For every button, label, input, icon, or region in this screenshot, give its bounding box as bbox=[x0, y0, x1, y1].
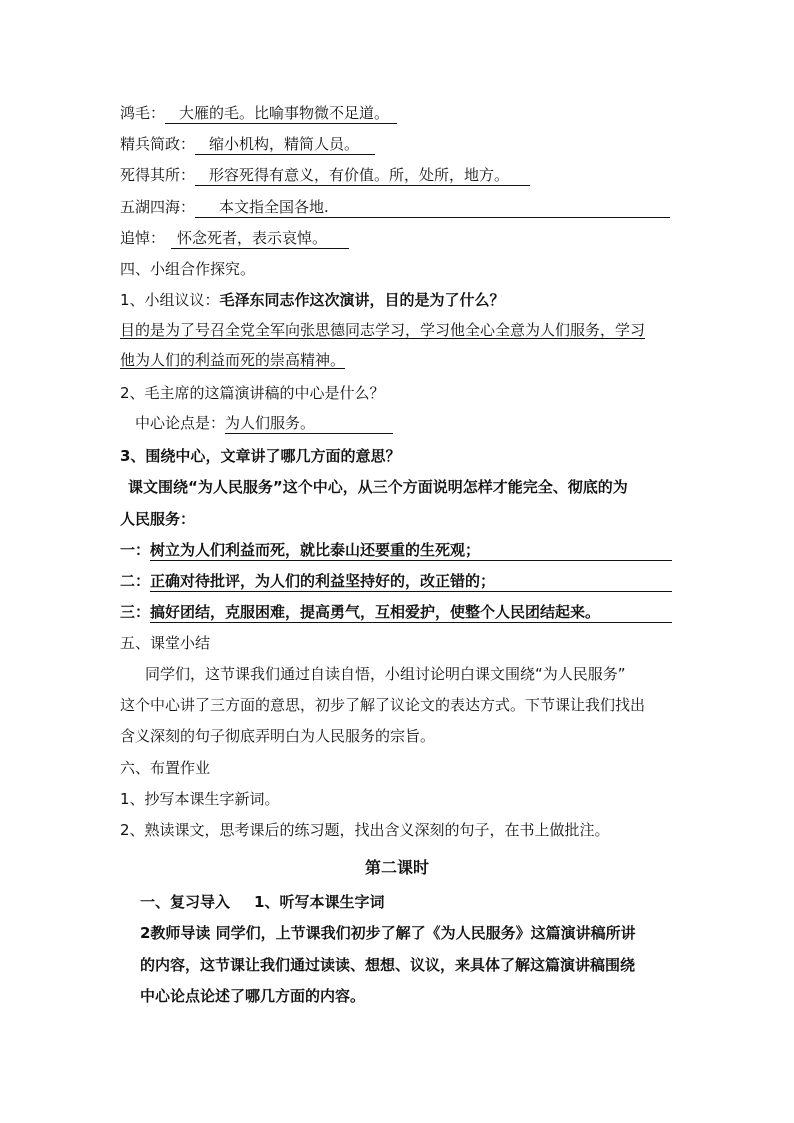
vocab-item bbox=[120, 103, 680, 124]
vocab-term: 鸿毛： bbox=[120, 104, 166, 122]
summary-line: 这个中心讲了三方面的意思，初步了解了议论文的表达方式。下节课让我们找出 bbox=[120, 696, 646, 714]
intro-line: 的内容，这节课让我们通过读读、想想、议议，来具体了解这篇演讲稿围绕 bbox=[140, 956, 636, 974]
vocab-term: 死得其所： bbox=[120, 166, 196, 184]
vocab-term: 五湖四海： bbox=[120, 198, 196, 216]
vocab-definition-text: 形容死得有意义，有价值。所，处所，地方。 bbox=[209, 166, 510, 184]
answer-3-text: 课文围绕“为人民服务”这个中心，从三个方面说明怎样才能完全、彻底的为 bbox=[128, 478, 628, 496]
point-text: 树立为人们利益而死，就比泰山还要重的生死观； bbox=[150, 541, 672, 561]
point-text: 正确对待批评，为人们的利益坚持好的，改正错的； bbox=[150, 572, 672, 592]
summary-text: 同学们，这节课我们通过自读自悟，小组讨论明白课文围绕“为人民服务” bbox=[145, 665, 626, 683]
point-item bbox=[120, 602, 680, 623]
answer-1-line: 他为人们的利益而死的崇高精神。 bbox=[120, 351, 346, 369]
vocab-definition bbox=[195, 198, 670, 218]
section-heading: 六、布置作业 bbox=[120, 759, 211, 777]
point-label: 一： bbox=[120, 541, 151, 559]
point-label: 三： bbox=[120, 603, 151, 621]
homework-item: 1、抄写本课生字新词。 bbox=[120, 790, 280, 808]
section-heading: 四、小组合作探究。 bbox=[120, 260, 256, 278]
question-text: 毛泽东同志作这次演讲，目的是为了什么？ bbox=[219, 291, 505, 309]
intro-line: 中心论点论述了哪几方面的内容。 bbox=[140, 987, 366, 1005]
vocab-item bbox=[120, 134, 680, 155]
summary-line: 含义深刻的句子彻底弄明白为人民服务的宗旨。 bbox=[120, 727, 436, 745]
vocab-definition bbox=[195, 166, 530, 186]
answer-2 bbox=[120, 413, 680, 434]
lesson-title: 第二课时 bbox=[364, 858, 429, 877]
vocab-item bbox=[120, 228, 680, 249]
vocab-definition bbox=[165, 104, 397, 124]
dictation-item: 1、听写本课生字词 bbox=[254, 893, 385, 911]
point-item bbox=[120, 540, 680, 561]
vocab-definition-text: 本文指全国各地. bbox=[219, 198, 329, 216]
vocab-item bbox=[120, 197, 680, 218]
question-number: 1、小组议议： bbox=[120, 291, 220, 309]
point-text: 搞好团结，克服困难，提高勇气，互相爱护，使整个人民团结起来。 bbox=[150, 603, 672, 623]
answer-value: 为人们服务。 bbox=[225, 414, 393, 434]
question-3: 3、围绕中心，文章讲了哪几方面的意思？ bbox=[120, 447, 401, 465]
answer-3-line: 人民服务： bbox=[120, 510, 196, 528]
lesson-review-line bbox=[140, 892, 700, 912]
vocab-definition-text: 大雁的毛。比喻事物微不足道。 bbox=[179, 104, 390, 122]
intro-line: 2教师导读 同学们，上节课我们初步了解了《为人民服务》这篇演讲稿所讲 bbox=[140, 924, 636, 942]
vocab-term: 追悼： bbox=[120, 229, 166, 247]
vocab-term: 精兵简政： bbox=[120, 135, 196, 153]
point-item bbox=[120, 571, 680, 592]
point-label: 二： bbox=[120, 572, 151, 590]
vocab-definition bbox=[171, 229, 349, 249]
answer-3-line bbox=[120, 477, 680, 497]
summary-line bbox=[120, 664, 680, 684]
question-1 bbox=[120, 290, 680, 310]
question-2: 2、毛主席的这篇演讲稿的中心是什么？ bbox=[120, 384, 385, 402]
vocab-item bbox=[120, 165, 680, 186]
answer-1-line: 目的是为了号召全党全军向张思德同志学习，学习他全心全意为人们服务，学习 bbox=[120, 321, 646, 339]
homework-item: 2、熟读课文，思考课后的练习题，找出含义深刻的句子，在书上做批注。 bbox=[120, 821, 610, 839]
answer-label: 中心论点是： bbox=[135, 414, 226, 432]
vocab-definition bbox=[195, 135, 375, 155]
section-heading: 五、课堂小结 bbox=[120, 634, 211, 652]
vocab-definition-text: 缩小机构，精简人员。 bbox=[209, 135, 360, 153]
review-heading: 一、复习导入 bbox=[140, 893, 231, 911]
vocab-definition-text: 怀念死者，表示哀悼。 bbox=[177, 229, 328, 247]
